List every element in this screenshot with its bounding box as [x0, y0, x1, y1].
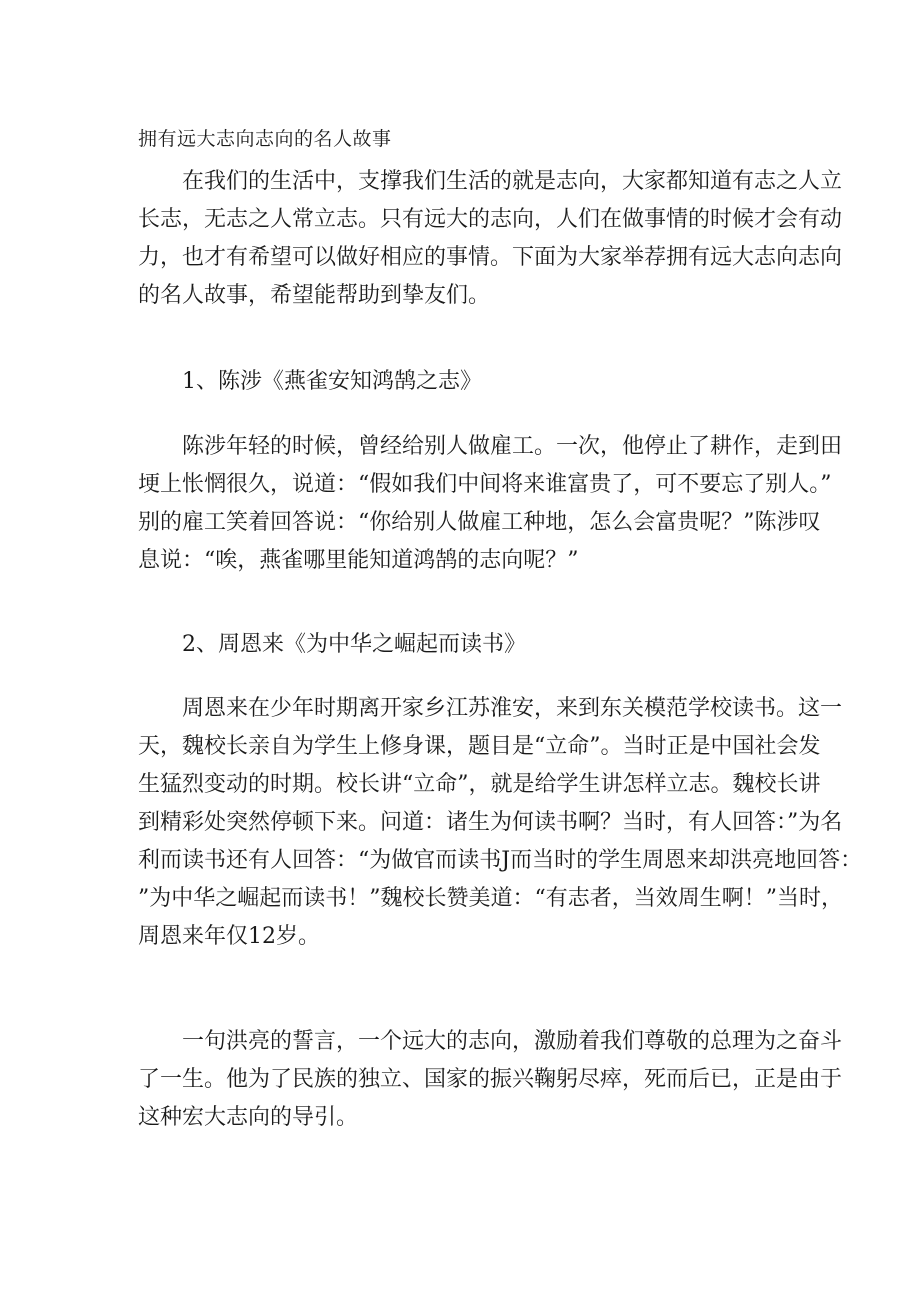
- paragraph-line: 陈涉年轻的时候，曾经给别人做雇工。一次，他停止了耕作，走到田: [182, 434, 843, 459]
- paragraph-line: 到精彩处突然停顿下来。问道：诸生为何读书啊？当时，有人回答：”为名: [138, 810, 843, 835]
- section-1-heading: 1、陈涉《燕雀安知鸿鹄之志》: [182, 369, 482, 394]
- paragraph-line: ”为中华之崛起而读书！”魏校长赞美道：“有志者，当效周生啊！”当时，: [138, 886, 843, 911]
- closing-paragraph: [138, 1023, 843, 1137]
- paragraph-line: 一句洪亮的誓言，一个远大的志向，激励着我们尊敬的总理为之奋斗: [182, 1029, 843, 1054]
- document-title: 拥有远大志向志向的名人故事: [138, 128, 392, 150]
- paragraph-line: 天，魏校长亲自为学生上修身课，题目是“立命”。当时正是中国社会发: [138, 734, 821, 759]
- paragraph-line: 这种宏大志向的导引。: [138, 1105, 359, 1130]
- paragraph-line: 埂上怅惘很久，说道：“假如我们中间将来谁富贵了，可不要忘了别人。”: [138, 472, 832, 497]
- section-2-heading: 2、周恩来《为中华之崛起而读书》: [182, 632, 526, 657]
- paragraph-line: 力，也才有希望可以做好相应的事情。下面为大家举荐拥有远大志向志向: [138, 245, 843, 270]
- paragraph-line: 的名人故事，希望能帮助到挚友们。: [138, 283, 491, 308]
- section-1-paragraph: [138, 428, 843, 580]
- paragraph-line: 息说：“唉，燕雀哪里能知道鸿鹄的志向呢？”: [138, 548, 579, 573]
- section-2-paragraph: [138, 690, 863, 956]
- paragraph-line: 周恩来在少年时期离开家乡江苏淮安，来到东关模范学校读书。这一: [182, 696, 843, 721]
- paragraph-line: 了一生。他为了民族的独立、国家的振兴鞠躬尽瘁，死而后已，正是由于: [138, 1067, 843, 1092]
- paragraph-line: 在我们的生活中，支撑我们生活的就是志向，大家都知道有志之人立: [182, 169, 843, 194]
- paragraph-line: 别的雇工笑着回答说：“你给别人做雇工种地，怎么会富贵呢？”陈涉叹: [138, 510, 821, 535]
- paragraph-line: 生猛烈变动的时期。校长讲“立命”，就是给学生讲怎样立志。魏校长讲: [138, 772, 821, 797]
- paragraph-line: 周恩来年仅12岁。: [138, 924, 320, 949]
- paragraph-line: 利而读书还有人回答：“为做官而读书J而当时的学生周恩来却洪亮地回答：: [138, 848, 863, 873]
- paragraph-line: 长志，无志之人常立志。只有远大的志向，人们在做事情的时候才会有动: [138, 207, 843, 232]
- intro-paragraph: [138, 163, 843, 315]
